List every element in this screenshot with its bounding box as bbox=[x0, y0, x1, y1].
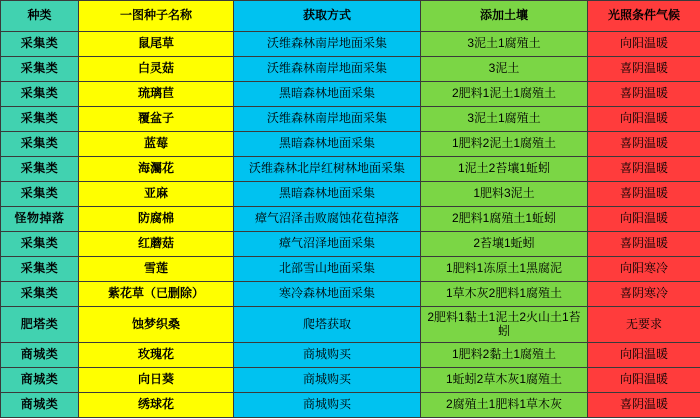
table-row bbox=[1, 182, 700, 207]
table-header bbox=[1, 1, 700, 32]
cell-soil: 1肥料3泥土 bbox=[421, 182, 588, 207]
cell-soil: 2腐殖土1肥料1草木灰 bbox=[421, 393, 588, 418]
cell-acquisition: 沃维森林南岸地面采集 bbox=[234, 107, 421, 132]
cell-category: 采集类 bbox=[1, 182, 79, 207]
cell-acquisition: 黑暗森林地面采集 bbox=[234, 82, 421, 107]
table-row bbox=[1, 107, 700, 132]
cell-acquisition: 寒冷森林地面采集 bbox=[234, 282, 421, 307]
table-row bbox=[1, 82, 700, 107]
table-row bbox=[1, 282, 700, 307]
cell-seed-name: 绣球花 bbox=[79, 393, 234, 418]
cell-soil: 3泥土1腐殖土 bbox=[421, 32, 588, 57]
table-row bbox=[1, 32, 700, 57]
cell-acquisition: 爬塔获取 bbox=[234, 307, 421, 343]
cell-category: 商城类 bbox=[1, 343, 79, 368]
cell-seed-name: 鼠尾草 bbox=[79, 32, 234, 57]
cell-light: 喜阴温暖 bbox=[588, 182, 700, 207]
cell-light: 向阳温暖 bbox=[588, 343, 700, 368]
cell-seed-name: 亚麻 bbox=[79, 182, 234, 207]
cell-soil: 3泥土1腐殖土 bbox=[421, 107, 588, 132]
cell-acquisition: 黑暗森林地面采集 bbox=[234, 182, 421, 207]
table-row bbox=[1, 393, 700, 418]
cell-seed-name: 蚀梦织桑 bbox=[79, 307, 234, 343]
column-header-light: 光照条件气候 bbox=[588, 1, 700, 32]
cell-light: 喜阴温暖 bbox=[588, 232, 700, 257]
cell-seed-name: 蓝莓 bbox=[79, 132, 234, 157]
column-header-seed-name: 一图种子名称 bbox=[79, 1, 234, 32]
cell-light: 向阳温暖 bbox=[588, 107, 700, 132]
cell-category: 采集类 bbox=[1, 132, 79, 157]
cell-light: 向阳寒冷 bbox=[588, 257, 700, 282]
table-row bbox=[1, 257, 700, 282]
cell-light: 喜阴温暖 bbox=[588, 393, 700, 418]
cell-acquisition: 沃维森林北岸红树林地面采集 bbox=[234, 157, 421, 182]
column-header-category: 种类 bbox=[1, 1, 79, 32]
cell-seed-name: 琉璃苣 bbox=[79, 82, 234, 107]
cell-light: 向阳温暖 bbox=[588, 368, 700, 393]
cell-soil: 2肥料1黏土1泥土2火山土1苔蚓 bbox=[421, 307, 588, 343]
cell-soil: 1肥料1冻原土1黑腐泥 bbox=[421, 257, 588, 282]
cell-soil: 1蚯蚓2草木灰1腐殖土 bbox=[421, 368, 588, 393]
table-body bbox=[1, 32, 700, 418]
cell-seed-name: 玫瑰花 bbox=[79, 343, 234, 368]
table-row bbox=[1, 307, 700, 343]
cell-soil: 1肥料2黏土1腐殖土 bbox=[421, 343, 588, 368]
cell-light: 喜阴温暖 bbox=[588, 82, 700, 107]
cell-soil: 1泥土2苔壤1蚯蚓 bbox=[421, 157, 588, 182]
column-header-acquisition: 获取方式 bbox=[234, 1, 421, 32]
cell-soil: 3泥土 bbox=[421, 57, 588, 82]
cell-soil: 2肥料1泥土1腐殖土 bbox=[421, 82, 588, 107]
table-row bbox=[1, 232, 700, 257]
table-row bbox=[1, 57, 700, 82]
cell-acquisition: 黑暗森林地面采集 bbox=[234, 132, 421, 157]
cell-seed-name: 红蘑菇 bbox=[79, 232, 234, 257]
cell-light: 喜阴温暖 bbox=[588, 132, 700, 157]
cell-light: 喜阴寒冷 bbox=[588, 282, 700, 307]
cell-category: 采集类 bbox=[1, 232, 79, 257]
header-row bbox=[1, 1, 700, 32]
cell-category: 商城类 bbox=[1, 393, 79, 418]
cell-category: 采集类 bbox=[1, 257, 79, 282]
cell-acquisition: 瘴气沼泽地面采集 bbox=[234, 232, 421, 257]
cell-seed-name: 白灵菇 bbox=[79, 57, 234, 82]
cell-soil: 2肥料1腐殖土1蚯蚓 bbox=[421, 207, 588, 232]
table-row bbox=[1, 207, 700, 232]
column-header-soil: 添加土壤 bbox=[421, 1, 588, 32]
cell-light: 无要求 bbox=[588, 307, 700, 343]
cell-acquisition: 商城购买 bbox=[234, 393, 421, 418]
cell-seed-name: 向日葵 bbox=[79, 368, 234, 393]
cell-category: 肥塔类 bbox=[1, 307, 79, 343]
cell-seed-name: 覆盆子 bbox=[79, 107, 234, 132]
cell-seed-name: 雪莲 bbox=[79, 257, 234, 282]
cell-soil: 1肥料2泥土1腐殖土 bbox=[421, 132, 588, 157]
cell-light: 向阳温暖 bbox=[588, 207, 700, 232]
cell-category: 采集类 bbox=[1, 82, 79, 107]
cell-acquisition: 商城购买 bbox=[234, 368, 421, 393]
cell-soil: 2苔壤1蚯蚓 bbox=[421, 232, 588, 257]
cell-category: 采集类 bbox=[1, 157, 79, 182]
table-row bbox=[1, 343, 700, 368]
cell-acquisition: 商城购买 bbox=[234, 343, 421, 368]
cell-category: 商城类 bbox=[1, 368, 79, 393]
cell-category: 采集类 bbox=[1, 57, 79, 82]
cell-category: 采集类 bbox=[1, 282, 79, 307]
cell-soil: 1草木灰2肥料1腐殖土 bbox=[421, 282, 588, 307]
cell-acquisition: 北部雪山地面采集 bbox=[234, 257, 421, 282]
cell-acquisition: 沃维森林南岸地面采集 bbox=[234, 57, 421, 82]
table-row bbox=[1, 157, 700, 182]
cell-light: 喜阴温暖 bbox=[588, 157, 700, 182]
cell-category: 采集类 bbox=[1, 32, 79, 57]
cell-light: 向阳温暖 bbox=[588, 32, 700, 57]
cell-category: 怪物掉落 bbox=[1, 207, 79, 232]
table-row bbox=[1, 132, 700, 157]
cell-acquisition: 沃维森林南岸地面采集 bbox=[234, 32, 421, 57]
table-row bbox=[1, 368, 700, 393]
cell-light: 喜阴温暖 bbox=[588, 57, 700, 82]
cell-acquisition: 瘴气沼泽击败腐蚀花苞掉落 bbox=[234, 207, 421, 232]
cell-seed-name: 海灟花 bbox=[79, 157, 234, 182]
cell-seed-name: 防腐棉 bbox=[79, 207, 234, 232]
cell-seed-name: 紫花草（已删除） bbox=[79, 282, 234, 307]
cell-category: 采集类 bbox=[1, 107, 79, 132]
